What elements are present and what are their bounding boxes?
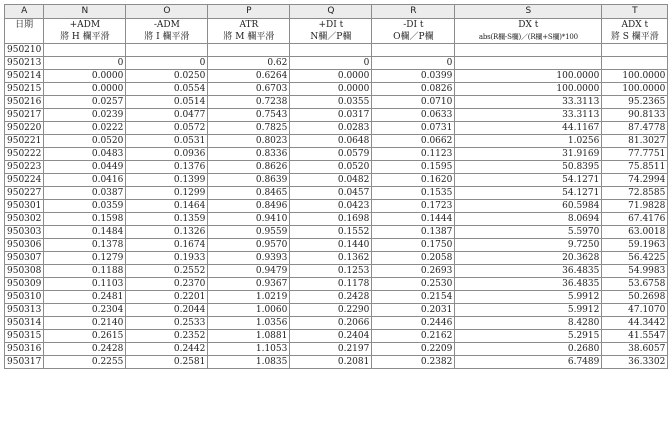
value-cell-q[interactable]: 0.2066 — [290, 317, 372, 330]
value-cell-t[interactable]: 38.6057 — [602, 343, 668, 356]
date-cell[interactable]: 950306 — [5, 239, 44, 252]
column-letter-row — [5, 5, 668, 19]
date-cell[interactable]: 950309 — [5, 278, 44, 291]
table-row — [5, 161, 668, 174]
value-cell-r[interactable]: 0.2693 — [372, 265, 455, 278]
value-cell-q[interactable]: 0 — [290, 57, 372, 70]
value-cell-n[interactable]: 0.0000 — [44, 83, 126, 96]
value-cell-t[interactable]: 54.9983 — [602, 265, 668, 278]
value-cell-q[interactable]: 0.1698 — [290, 213, 372, 226]
value-cell-s[interactable]: 100.0000 — [455, 70, 602, 83]
value-cell-n[interactable]: 0 — [44, 57, 126, 70]
date-cell[interactable]: 950217 — [5, 109, 44, 122]
value-cell-t[interactable] — [602, 57, 668, 70]
date-cell[interactable]: 950303 — [5, 226, 44, 239]
value-cell-o[interactable]: 0.1326 — [126, 226, 208, 239]
value-cell-r[interactable]: 0.1444 — [372, 213, 455, 226]
value-cell-o[interactable]: 0.0477 — [126, 109, 208, 122]
value-cell-s[interactable]: 31.9169 — [455, 148, 602, 161]
value-cell-r[interactable]: 0.2058 — [372, 252, 455, 265]
value-cell-s[interactable]: 5.5970 — [455, 226, 602, 239]
date-cell[interactable]: 950313 — [5, 304, 44, 317]
date-cell[interactable]: 950213 — [5, 57, 44, 70]
value-cell-s[interactable]: 44.1167 — [455, 122, 602, 135]
value-cell-o[interactable]: 0 — [126, 57, 208, 70]
table-row — [5, 356, 668, 369]
header-row-1 — [5, 19, 668, 32]
value-cell-n[interactable]: 0.1103 — [44, 278, 126, 291]
table-row — [5, 239, 668, 252]
header-label-p[interactable]: ATR — [208, 19, 290, 32]
header-sublabel-o[interactable]: 將 I 欄平滑 — [126, 31, 208, 44]
value-cell-s[interactable]: 54.1271 — [455, 187, 602, 200]
date-cell[interactable]: 950220 — [5, 122, 44, 135]
value-cell-q[interactable]: 0.0457 — [290, 187, 372, 200]
value-cell-n[interactable]: 0.1484 — [44, 226, 126, 239]
value-cell-p[interactable]: 1.0356 — [208, 317, 290, 330]
value-cell-q[interactable]: 0.0317 — [290, 109, 372, 122]
header-label-a[interactable]: 日期 — [5, 19, 44, 32]
value-cell-n[interactable]: 0.2304 — [44, 304, 126, 317]
table-row — [5, 265, 668, 278]
value-cell-p[interactable]: 0.7238 — [208, 96, 290, 109]
value-cell-n[interactable]: 0.0257 — [44, 96, 126, 109]
value-cell-q[interactable]: 0.1552 — [290, 226, 372, 239]
value-cell-q[interactable]: 0.2197 — [290, 343, 372, 356]
value-cell-q[interactable]: 0.0482 — [290, 174, 372, 187]
header-label-r[interactable]: -DI t — [372, 19, 455, 32]
value-cell-s[interactable]: 33.3113 — [455, 109, 602, 122]
value-cell-n[interactable]: 0.0449 — [44, 161, 126, 174]
value-cell-n[interactable]: 0.2428 — [44, 343, 126, 356]
table-row — [5, 213, 668, 226]
value-cell-q[interactable]: 0.0423 — [290, 200, 372, 213]
value-cell-o[interactable]: 0.2442 — [126, 343, 208, 356]
value-cell-t[interactable]: 77.7751 — [602, 148, 668, 161]
value-cell-o[interactable]: 0.2201 — [126, 291, 208, 304]
value-cell-o[interactable]: 0.0554 — [126, 83, 208, 96]
column-letter-r[interactable]: R — [372, 5, 455, 19]
value-cell-n[interactable]: 0.2255 — [44, 356, 126, 369]
date-cell[interactable]: 950316 — [5, 343, 44, 356]
value-cell-r[interactable]: 0.1595 — [372, 161, 455, 174]
spreadsheet — [4, 4, 668, 369]
column-letter-o[interactable]: O — [126, 5, 208, 19]
value-cell-t[interactable] — [602, 44, 668, 57]
value-cell-r[interactable]: 0.2382 — [372, 356, 455, 369]
value-cell-o[interactable]: 0.1359 — [126, 213, 208, 226]
value-cell-t[interactable]: 63.0018 — [602, 226, 668, 239]
table-row — [5, 343, 668, 356]
date-cell[interactable]: 950310 — [5, 291, 44, 304]
value-cell-t[interactable]: 59.1963 — [602, 239, 668, 252]
table-row — [5, 148, 668, 161]
value-cell-q[interactable]: 0.2081 — [290, 356, 372, 369]
value-cell-n[interactable]: 0.1378 — [44, 239, 126, 252]
header-sublabel-a[interactable] — [5, 31, 44, 44]
table-row — [5, 44, 668, 57]
value-cell-n[interactable]: 0.1279 — [44, 252, 126, 265]
value-cell-s[interactable]: 33.3113 — [455, 96, 602, 109]
value-cell-r[interactable]: 0.0633 — [372, 109, 455, 122]
value-cell-n[interactable]: 0.0000 — [44, 70, 126, 83]
value-cell-q[interactable]: 0.0520 — [290, 161, 372, 174]
header-label-s[interactable]: DX t — [455, 19, 602, 32]
table-row — [5, 278, 668, 291]
value-cell-r[interactable] — [372, 44, 455, 57]
value-cell-p[interactable]: 0.8465 — [208, 187, 290, 200]
table-row — [5, 83, 668, 96]
value-cell-o[interactable]: 0.2352 — [126, 330, 208, 343]
value-cell-r[interactable]: 0.2530 — [372, 278, 455, 291]
column-letter-q[interactable]: Q — [290, 5, 372, 19]
value-cell-s[interactable]: 50.8395 — [455, 161, 602, 174]
table-row — [5, 187, 668, 200]
value-cell-p[interactable]: 0.7825 — [208, 122, 290, 135]
value-cell-p[interactable]: 0.8496 — [208, 200, 290, 213]
value-cell-t[interactable]: 87.4778 — [602, 122, 668, 135]
value-cell-s[interactable]: 36.4835 — [455, 278, 602, 291]
value-cell-q[interactable]: 0.0355 — [290, 96, 372, 109]
header-label-n[interactable]: +ADM — [44, 19, 126, 32]
value-cell-o[interactable]: 0.2044 — [126, 304, 208, 317]
value-cell-t[interactable]: 100.0000 — [602, 83, 668, 96]
value-cell-q[interactable]: 0.1362 — [290, 252, 372, 265]
value-cell-t[interactable]: 56.4225 — [602, 252, 668, 265]
value-cell-p[interactable]: 1.0219 — [208, 291, 290, 304]
value-cell-s[interactable] — [455, 44, 602, 57]
value-cell-s[interactable]: 5.9912 — [455, 304, 602, 317]
value-cell-t[interactable]: 67.4176 — [602, 213, 668, 226]
value-cell-o[interactable]: 0.0250 — [126, 70, 208, 83]
value-cell-q[interactable]: 0.1178 — [290, 278, 372, 291]
table-row — [5, 57, 668, 70]
value-cell-n[interactable]: 0.0239 — [44, 109, 126, 122]
value-cell-n[interactable]: 0.0359 — [44, 200, 126, 213]
value-cell-q[interactable]: 0.2428 — [290, 291, 372, 304]
table-row — [5, 226, 668, 239]
value-cell-p[interactable]: 1.0060 — [208, 304, 290, 317]
table-row — [5, 96, 668, 109]
date-cell[interactable]: 950224 — [5, 174, 44, 187]
value-cell-p[interactable]: 0.9479 — [208, 265, 290, 278]
value-cell-t[interactable]: 75.8511 — [602, 161, 668, 174]
value-cell-s[interactable]: 8.4280 — [455, 317, 602, 330]
date-cell[interactable]: 950317 — [5, 356, 44, 369]
value-cell-q[interactable]: 0.2290 — [290, 304, 372, 317]
value-cell-r[interactable]: 0.0662 — [372, 135, 455, 148]
value-cell-p[interactable]: 0.7543 — [208, 109, 290, 122]
header-sublabel-q[interactable]: N欄／P欄 — [290, 31, 372, 44]
value-cell-p[interactable]: 0.8336 — [208, 148, 290, 161]
table-row — [5, 252, 668, 265]
value-cell-o[interactable]: 0.2533 — [126, 317, 208, 330]
value-cell-r[interactable]: 0.2162 — [372, 330, 455, 343]
value-cell-r[interactable]: 0 — [372, 57, 455, 70]
date-cell[interactable]: 950307 — [5, 252, 44, 265]
date-cell[interactable]: 950222 — [5, 148, 44, 161]
table-row — [5, 200, 668, 213]
value-cell-r[interactable]: 0.2446 — [372, 317, 455, 330]
value-cell-t[interactable]: 95.2365 — [602, 96, 668, 109]
table-row — [5, 174, 668, 187]
value-cell-p[interactable]: 0.8639 — [208, 174, 290, 187]
data-table — [4, 4, 668, 369]
date-cell[interactable]: 950308 — [5, 265, 44, 278]
value-cell-t[interactable]: 47.1070 — [602, 304, 668, 317]
value-cell-p[interactable]: 0.6703 — [208, 83, 290, 96]
value-cell-r[interactable]: 0.1723 — [372, 200, 455, 213]
value-cell-t[interactable]: 72.8585 — [602, 187, 668, 200]
value-cell-o[interactable]: 0.2581 — [126, 356, 208, 369]
value-cell-n[interactable]: 0.0387 — [44, 187, 126, 200]
value-cell-o[interactable]: 0.1933 — [126, 252, 208, 265]
value-cell-t[interactable]: 90.8133 — [602, 109, 668, 122]
value-cell-p[interactable]: 0.9367 — [208, 278, 290, 291]
value-cell-t[interactable]: 36.3302 — [602, 356, 668, 369]
value-cell-r[interactable]: 0.1535 — [372, 187, 455, 200]
value-cell-o[interactable]: 0.1399 — [126, 174, 208, 187]
value-cell-n[interactable]: 0.0483 — [44, 148, 126, 161]
header-label-t[interactable]: ADX t — [602, 19, 668, 32]
value-cell-r[interactable]: 0.1620 — [372, 174, 455, 187]
table-row — [5, 317, 668, 330]
value-cell-r[interactable]: 0.0731 — [372, 122, 455, 135]
column-letter-n[interactable]: N — [44, 5, 126, 19]
value-cell-s[interactable]: 60.5984 — [455, 200, 602, 213]
header-row-2 — [5, 31, 668, 44]
value-cell-p[interactable]: 1.0881 — [208, 330, 290, 343]
value-cell-p[interactable]: 0.9559 — [208, 226, 290, 239]
value-cell-o[interactable]: 0.0936 — [126, 148, 208, 161]
column-letter-a[interactable]: A — [5, 5, 44, 19]
value-cell-p[interactable]: 0.9570 — [208, 239, 290, 252]
table-row — [5, 109, 668, 122]
date-cell[interactable]: 950215 — [5, 83, 44, 96]
value-cell-t[interactable]: 81.3027 — [602, 135, 668, 148]
value-cell-o[interactable]: 0.2370 — [126, 278, 208, 291]
table-row — [5, 291, 668, 304]
date-cell[interactable]: 950210 — [5, 44, 44, 57]
value-cell-r[interactable]: 0.0399 — [372, 70, 455, 83]
value-cell-q[interactable]: 0.1253 — [290, 265, 372, 278]
value-cell-s[interactable]: 5.9912 — [455, 291, 602, 304]
table-row — [5, 330, 668, 343]
date-cell[interactable]: 950216 — [5, 96, 44, 109]
value-cell-r[interactable]: 0.0826 — [372, 83, 455, 96]
date-cell[interactable]: 950301 — [5, 200, 44, 213]
value-cell-r[interactable]: 0.1387 — [372, 226, 455, 239]
value-cell-s[interactable]: 0.2680 — [455, 343, 602, 356]
column-letter-t[interactable]: T — [602, 5, 668, 19]
value-cell-s[interactable]: 9.7250 — [455, 239, 602, 252]
value-cell-q[interactable]: 0.0283 — [290, 122, 372, 135]
table-row — [5, 70, 668, 83]
value-cell-r[interactable]: 0.2154 — [372, 291, 455, 304]
date-cell[interactable]: 950221 — [5, 135, 44, 148]
value-cell-t[interactable]: 41.5547 — [602, 330, 668, 343]
value-cell-q[interactable]: 0.2404 — [290, 330, 372, 343]
value-cell-q[interactable]: 0.1440 — [290, 239, 372, 252]
value-cell-q[interactable] — [290, 44, 372, 57]
value-cell-s[interactable]: 6.7489 — [455, 356, 602, 369]
value-cell-p[interactable]: 1.1053 — [208, 343, 290, 356]
table-row — [5, 304, 668, 317]
value-cell-p[interactable]: 0.6264 — [208, 70, 290, 83]
value-cell-o[interactable] — [126, 44, 208, 57]
value-cell-o[interactable]: 0.2552 — [126, 265, 208, 278]
value-cell-p[interactable]: 1.0835 — [208, 356, 290, 369]
value-cell-n[interactable]: 0.0416 — [44, 174, 126, 187]
date-cell[interactable]: 950314 — [5, 317, 44, 330]
value-cell-o[interactable]: 0.1376 — [126, 161, 208, 174]
value-cell-q[interactable]: 0.0579 — [290, 148, 372, 161]
header-label-o[interactable]: -ADM — [126, 19, 208, 32]
value-cell-o[interactable]: 0.0572 — [126, 122, 208, 135]
date-cell[interactable]: 950227 — [5, 187, 44, 200]
column-letter-s[interactable]: S — [455, 5, 602, 19]
value-cell-s[interactable] — [455, 57, 602, 70]
table-row — [5, 122, 668, 135]
date-cell[interactable]: 950315 — [5, 330, 44, 343]
value-cell-r[interactable]: 0.0710 — [372, 96, 455, 109]
value-cell-p[interactable]: 0.9393 — [208, 252, 290, 265]
value-cell-r[interactable]: 0.2209 — [372, 343, 455, 356]
header-sublabel-t[interactable]: 將 S 欄平滑 — [602, 31, 668, 44]
header-sublabel-r[interactable]: O欄／P欄 — [372, 31, 455, 44]
value-cell-t[interactable]: 53.6758 — [602, 278, 668, 291]
value-cell-s[interactable]: 100.0000 — [455, 83, 602, 96]
value-cell-r[interactable]: 0.1123 — [372, 148, 455, 161]
value-cell-s[interactable]: 8.0694 — [455, 213, 602, 226]
value-cell-n[interactable]: 0.2481 — [44, 291, 126, 304]
date-cell[interactable]: 950214 — [5, 70, 44, 83]
value-cell-n[interactable] — [44, 44, 126, 57]
value-cell-s[interactable]: 54.1271 — [455, 174, 602, 187]
value-cell-t[interactable]: 100.0000 — [602, 70, 668, 83]
value-cell-q[interactable]: 0.0000 — [290, 70, 372, 83]
value-cell-n[interactable]: 0.1188 — [44, 265, 126, 278]
value-cell-p[interactable]: 0.8023 — [208, 135, 290, 148]
value-cell-s[interactable]: 1.0256 — [455, 135, 602, 148]
value-cell-r[interactable]: 0.1750 — [372, 239, 455, 252]
value-cell-n[interactable]: 0.0222 — [44, 122, 126, 135]
value-cell-p[interactable]: 0.9410 — [208, 213, 290, 226]
value-cell-n[interactable]: 0.0520 — [44, 135, 126, 148]
value-cell-p[interactable] — [208, 44, 290, 57]
value-cell-o[interactable]: 0.0531 — [126, 135, 208, 148]
value-cell-o[interactable]: 0.1674 — [126, 239, 208, 252]
column-letter-p[interactable]: P — [208, 5, 290, 19]
value-cell-o[interactable]: 0.1464 — [126, 200, 208, 213]
value-cell-n[interactable]: 0.1598 — [44, 213, 126, 226]
value-cell-p[interactable]: 0.8626 — [208, 161, 290, 174]
value-cell-t[interactable]: 71.9828 — [602, 200, 668, 213]
value-cell-q[interactable]: 0.0000 — [290, 83, 372, 96]
date-cell[interactable]: 950302 — [5, 213, 44, 226]
value-cell-t[interactable]: 74.2994 — [602, 174, 668, 187]
value-cell-n[interactable]: 0.2140 — [44, 317, 126, 330]
header-sublabel-p[interactable]: 將 M 欄平滑 — [208, 31, 290, 44]
value-cell-p[interactable]: 0.62 — [208, 57, 290, 70]
value-cell-n[interactable]: 0.2615 — [44, 330, 126, 343]
value-cell-o[interactable]: 0.0514 — [126, 96, 208, 109]
value-cell-r[interactable]: 0.2031 — [372, 304, 455, 317]
value-cell-q[interactable]: 0.0648 — [290, 135, 372, 148]
value-cell-t[interactable]: 44.3442 — [602, 317, 668, 330]
header-sublabel-n[interactable]: 將 H 欄平滑 — [44, 31, 126, 44]
table-row — [5, 135, 668, 148]
header-label-q[interactable]: +DI t — [290, 19, 372, 32]
value-cell-s[interactable]: 36.4835 — [455, 265, 602, 278]
value-cell-o[interactable]: 0.1299 — [126, 187, 208, 200]
header-sublabel-s[interactable]: abs(R欄-S欄)／(R欄+S欄)*100 — [455, 31, 602, 44]
value-cell-s[interactable]: 20.3628 — [455, 252, 602, 265]
value-cell-t[interactable]: 50.2698 — [602, 291, 668, 304]
date-cell[interactable]: 950223 — [5, 161, 44, 174]
value-cell-s[interactable]: 5.2915 — [455, 330, 602, 343]
